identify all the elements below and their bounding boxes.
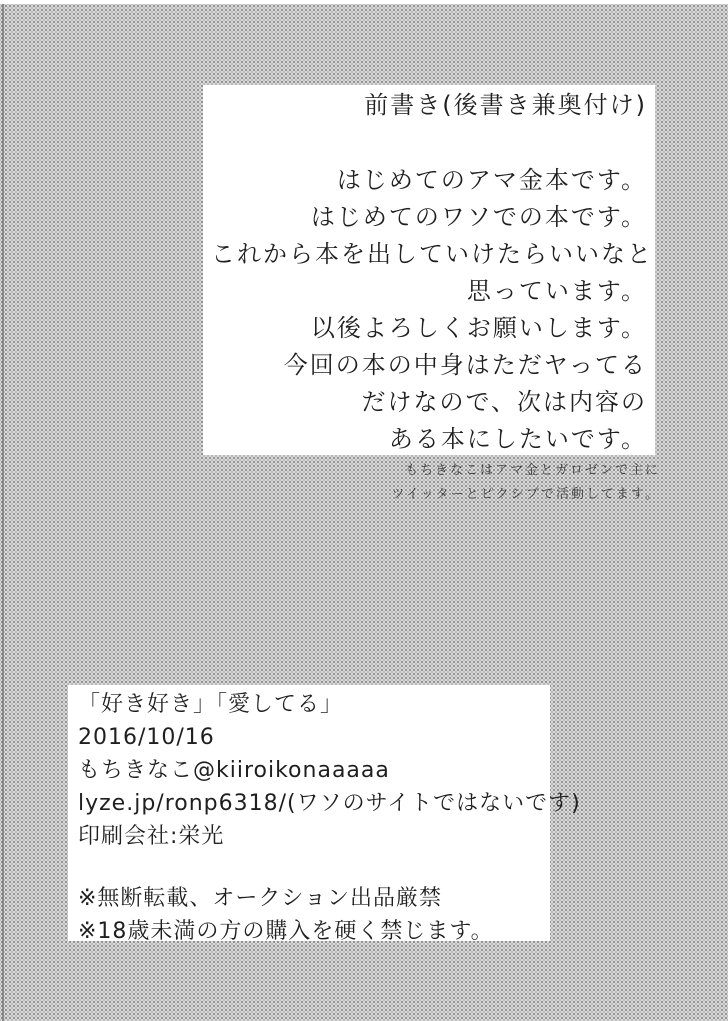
warning-line: ※無断転載、オークション出品厳禁 <box>78 886 442 911</box>
foreword-line: これから本を出していけたらいいなと <box>211 240 653 268</box>
activity-note-line: もちきなこはアマ金とガロゼンで主に <box>404 463 660 478</box>
activity-note-line: ツイッターとピクシブで活動してます。 <box>391 487 660 502</box>
foreword-line: はじめてのアマ金本です。 <box>336 166 647 194</box>
foreword-line: はじめてのワソでの本です。 <box>310 203 647 231</box>
foreword-body <box>211 162 653 458</box>
foreword-line: だけなので、次は内容の <box>361 388 647 416</box>
foreword-line: ある本にしたいです。 <box>388 425 647 453</box>
warning-line: ※18歳未満の方の購入を硬く禁じます。 <box>78 919 494 944</box>
foreword-title: 前書き(後書き兼奥付け) <box>364 91 647 119</box>
colophon-box <box>68 685 581 944</box>
scan-edge-shadow <box>2 4 4 1021</box>
book-title: 「好き好き」「愛してる」 <box>78 692 344 717</box>
printer-credit: 印刷会社:栄光 <box>78 824 225 849</box>
foreword-box <box>203 85 655 455</box>
publish-date: 2016/10/16 <box>78 725 215 750</box>
foreword-line: 以後よろしくお願いします。 <box>310 314 647 342</box>
activity-note <box>392 459 660 507</box>
foreword-line: 今回の本の中身はただヤってる <box>283 351 647 379</box>
website-url: lyze.jp/ronp6318/(ワソのサイトではないです) <box>78 791 581 816</box>
author-handle: もちきなこ@kiiroikonaaaaa <box>78 758 390 783</box>
foreword-line: 思っています。 <box>466 277 647 305</box>
warnings-block <box>78 882 542 948</box>
